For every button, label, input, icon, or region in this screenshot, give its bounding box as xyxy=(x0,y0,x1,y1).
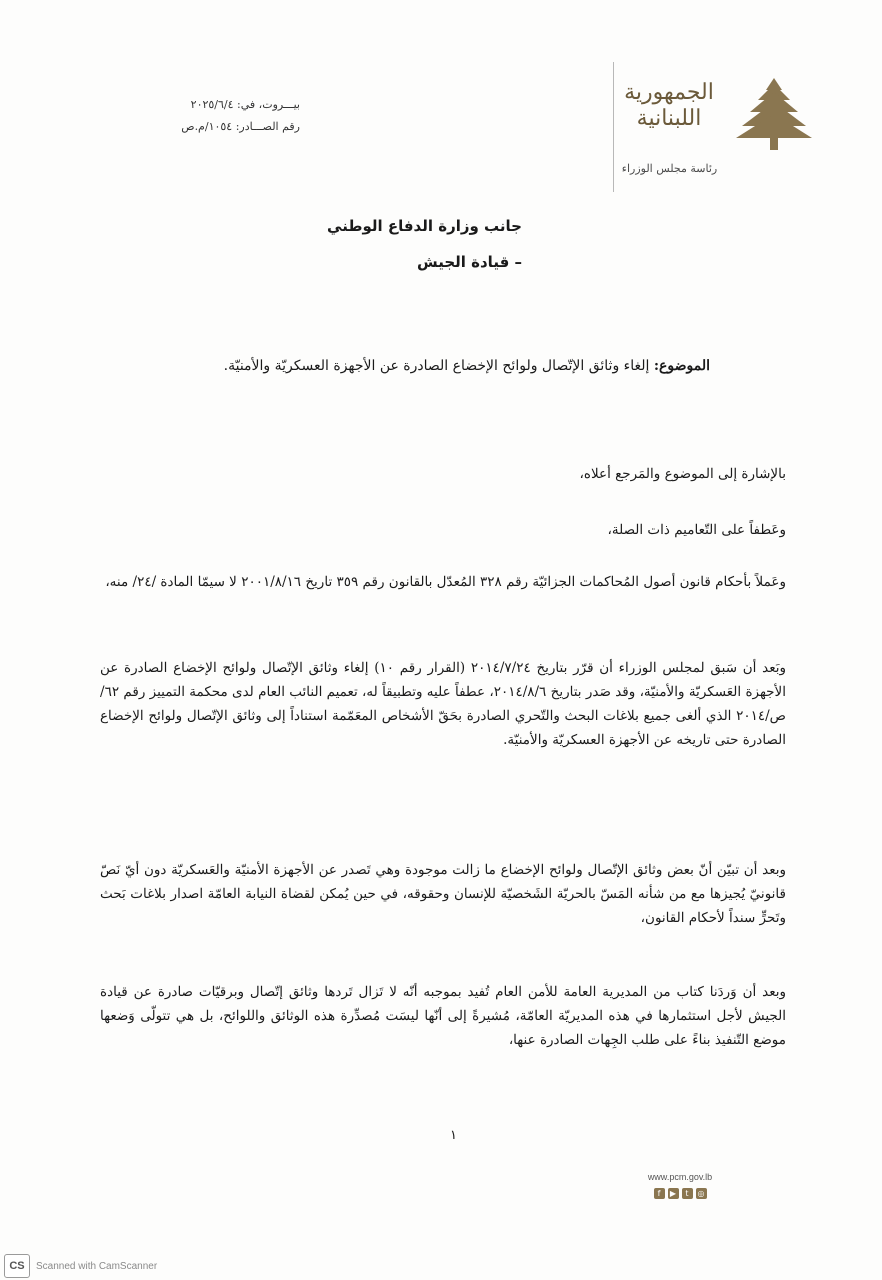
website-link[interactable]: www.pcm.gov.lb xyxy=(647,1172,713,1182)
subject-text: إلغاء وثائق الإتّصال ولوائح الإخضاع الصادرة عن الأجهزة العسكريّة والأمنيّة. xyxy=(223,358,650,374)
addressee-line-2: – قيادة الجيش xyxy=(417,253,522,271)
subject-label: الموضوع: xyxy=(653,358,710,374)
paragraph-1: بالإشارة إلى الموضوع والمَرجع أعلاه، xyxy=(579,466,786,482)
addressee-line-1: جانب وزارة الدفاع الوطني xyxy=(327,217,522,235)
cedar-icon xyxy=(734,74,814,154)
emblem-subtitle: رئاسة مجلس الوزراء xyxy=(621,162,718,175)
facebook-icon[interactable]: f xyxy=(654,1188,665,1199)
paragraph-6: وبعد أن وَردَنا كتاب من المديرية العامة للأمن العام تُفيد بموجبه أنّه لا تَزال تَردها وثائق إتّصال وبرقيّات صادرة عن قيادة الجيش لأجل استثمارها في هذه المديريّة العامّة، مُشيرةً إلى أنّها ليسَت مُصدِّرة هذه الوثائق واللوائح، بل هي تتولّى وَضعها موضع التّنفيذ بناءً على طلب الجِهات الصادرة عنها، xyxy=(100,984,786,1048)
youtube-icon[interactable]: ▶ xyxy=(668,1188,679,1199)
social-icons xyxy=(640,1188,720,1199)
letter-meta xyxy=(150,94,300,138)
addressee xyxy=(300,208,522,280)
camscanner-text: Scanned with CamScanner xyxy=(36,1260,158,1272)
camscanner-logo: CS xyxy=(4,1254,30,1278)
paragraph-5: وبعد أن تبيّن أنّ بعض وثائق الإتّصال ولوائح الإخضاع ما زالت موجودة وهي تَصدر عن الأجهزة الأمنيّة والعَسكريّة دون أيّ نَصّ قانونيّ يُجيزها مع من شأنه المَسّ بالحريّة الشَخصيّة للإنسان وحقوقه، في حين يُمكن لقضاة النيابة العامّة اصدار بلاغات بَحث وتَحرٍّ سنداً لأحكام القانون، xyxy=(100,862,786,926)
emblem-title: الجمهورية اللبنانية xyxy=(624,80,714,131)
place-date: بيـــروت، في: ٢٠٢٥/٦/٤ xyxy=(190,98,300,111)
subject-line xyxy=(110,356,710,376)
letterhead-emblem xyxy=(621,62,832,192)
scanner-watermark xyxy=(0,1254,200,1278)
reference-number: رقم الصـــادر: ١٠٥٤/م.ص xyxy=(181,120,300,133)
paragraph-2: وعَطفاً على التّعاميم ذات الصلة، xyxy=(607,522,786,538)
paragraph-3: وعَملاً بأحكام قانون أصول المُحاكمات الجزائيّة رقم ٣٢٨ المُعدّل بالقانون رقم ٣٥٩ تاريخ ٢٠٠١/٨/١٦ لا سيمّا المادة /٢٤/ منه، xyxy=(105,574,786,590)
paragraph-4: وبَعد أن سَبق لمجلس الوزراء أن قرّر بتاريخ ٢٠١٤/٧/٢٤ (القرار رقم ١٠) إلغاء وثائق الإتّصال ولوائح الإخضاع الصادرة عن الأجهزة العَسكريّة والأمنيّة، وقد صَدر بتاريخ ٢٠١٤/٨/٦، عطفاً عليه وتطبيقاً له، تعميم النائب العام لدى محكمة التمييز رقم ٦٢/ص/٢٠١٤ الذي ألغى جميع بلاغات البحث والتّحري الصادرة بحَقّ الأشخاص المعَمّمة استناداً إلى وثائق الإتّصال ولوائح الإخضاع الصادرة حتى تاريخه عن الأجهزة العسكريّة والأمنيّة. xyxy=(100,660,786,748)
instagram-icon[interactable]: ◎ xyxy=(696,1188,707,1199)
page-number: ١ xyxy=(450,1128,457,1143)
footer xyxy=(640,1172,720,1199)
twitter-icon[interactable]: t xyxy=(682,1188,693,1199)
